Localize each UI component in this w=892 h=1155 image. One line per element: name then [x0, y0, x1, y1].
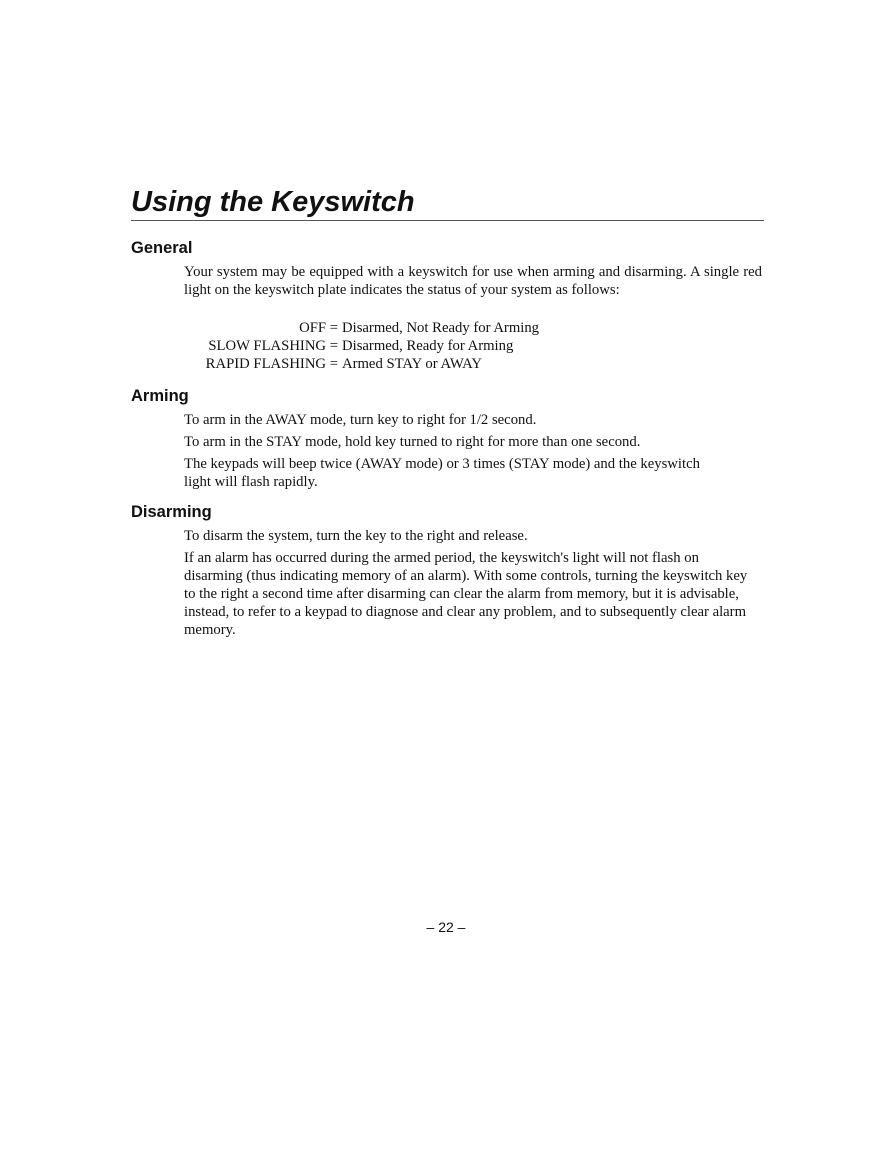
status-value: Disarmed, Not Ready for Arming	[342, 320, 540, 336]
status-key: RAPID FLASHING =	[205, 356, 338, 372]
status-key: SLOW FLASHING =	[208, 338, 338, 354]
title-divider	[131, 220, 764, 221]
page-number: – 22 –	[426, 919, 466, 935]
status-row	[160, 319, 660, 337]
section-heading-disarming: Disarming	[131, 503, 212, 521]
status-row	[160, 337, 660, 355]
status-row	[160, 355, 660, 373]
arming-beep-paragraph: The keypads will beep twice (AWAY mode) or 3 times (STAY mode) and the keyswitch light will flash rapidly.	[184, 456, 700, 490]
section-heading-arming: Arming	[131, 387, 189, 405]
status-value: Disarmed, Ready for Arming	[342, 338, 514, 354]
general-intro-paragraph: Your system may be equipped with a keyswitch for use when arming and disarming. A single red light on the keyswitch plate indicates the status of your system as follows:	[184, 264, 762, 298]
disarming-paragraph: To disarm the system, turn the key to the right and release.	[184, 528, 528, 544]
status-key: OFF =	[299, 320, 338, 336]
arming-away-paragraph: To arm in the AWAY mode, turn key to right for 1/2 second.	[184, 412, 537, 428]
status-value: Armed STAY or AWAY	[342, 356, 483, 372]
arming-stay-paragraph: To arm in the STAY mode, hold key turned to right for more than one second.	[184, 434, 641, 450]
section-heading-general: General	[131, 239, 193, 257]
status-table	[160, 319, 660, 373]
disarming-memory-paragraph: If an alarm has occurred during the armed period, the keyswitch's light will not flash on disarming (thus indicating memory of an alarm). With some controls, turning the keyswitch key to the right a second time after disarming can clear the alarm from memory, but it is advisable, instead, to refer to a keypad to diagnose and clear any problem, and to subsequently clear alarm memory.	[184, 550, 748, 638]
page-title: Using the Keyswitch	[131, 186, 415, 218]
